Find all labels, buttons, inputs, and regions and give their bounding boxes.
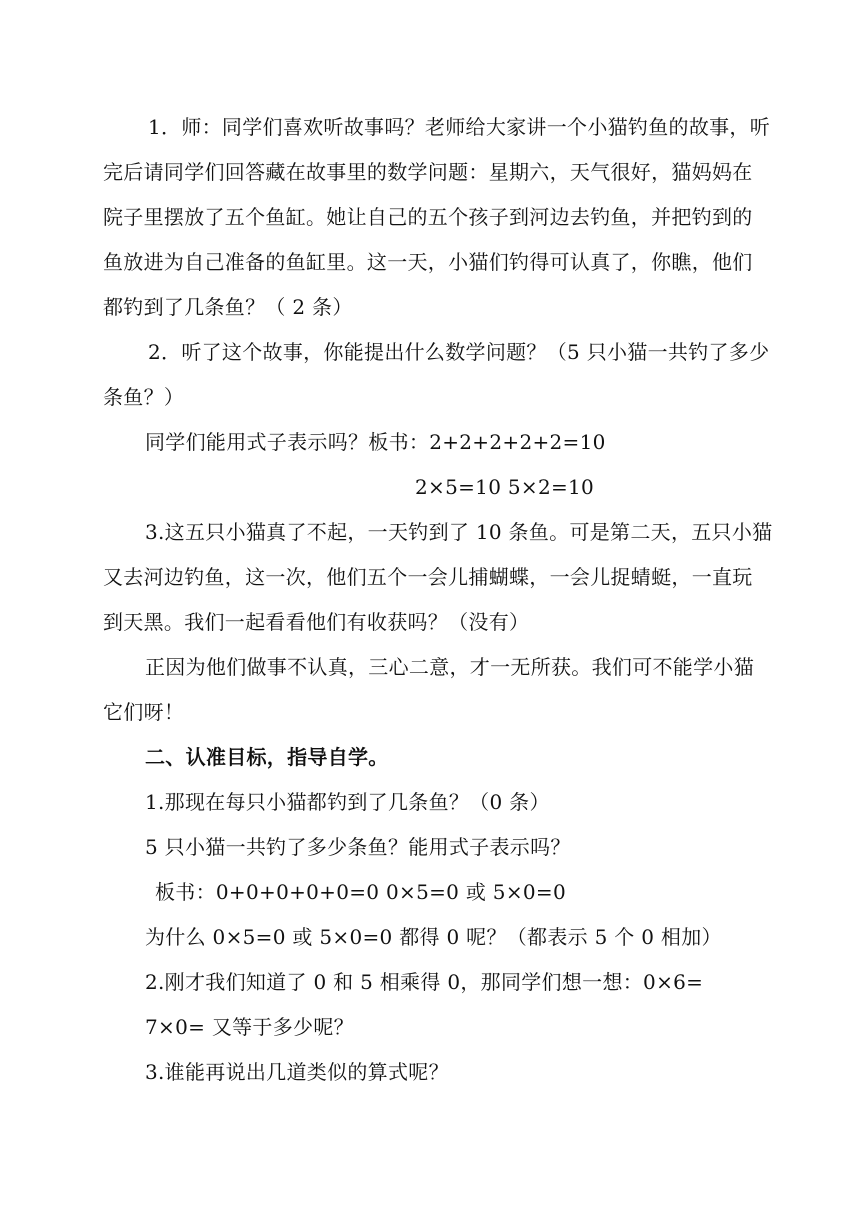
text-line-18: 板书：0+0+0+0+0=0 0×5=0 或 5×0=0 [155,880,566,904]
text-line-11: 又去河边钓鱼，这一次，他们五个一会儿捕蝴蝶，一会儿捉蜻蜓，一直玩 [103,565,753,589]
text-line-17: 5 只小猫一共钓了多少条鱼？能用式子表示吗？ [145,835,571,859]
text-line-6: 2．听了这个故事，你能提出什么数学问题？（5 只小猫一共钓了多少 [148,340,770,364]
text-line-3: 院子里摆放了五个鱼缸。她让自己的五个孩子到河边去钓鱼，并把钓到的 [103,205,753,229]
text-line-22: 3.谁能再说出几道类似的算式呢？ [145,1060,449,1084]
text-line-14: 它们呀！ [103,700,185,724]
text-line-7: 条鱼？） [103,385,185,409]
text-line-13: 正因为他们做事不认真，三心二意，才一无所获。我们可不能学小猫 [145,655,754,679]
text-line-10: 3.这五只小猫真了不起，一天钓到了 10 条鱼。可是第二天，五只小猫 [145,520,773,544]
text-line-12: 到天黑。我们一起看看他们有收获吗？（没有） [103,610,530,634]
text-line-20: 2.刚才我们知道了 0 和 5 相乘得 0，那同学们想一想：0×6= [145,970,704,994]
text-line-2: 完后请同学们回答藏在故事里的数学问题：星期六，天气很好，猫妈妈在 [103,160,753,184]
text-line-19: 为什么 0×5=0 或 5×0=0 都得 0 呢？（都表示 5 个 0 相加） [145,925,722,949]
text-line-16: 1.那现在每只小猫都钓到了几条鱼？（0 条） [145,790,550,814]
text-line-5: 都钓到了几条鱼？（ 2 条） [103,295,353,319]
text-line-4: 鱼放进为自己准备的鱼缸里。这一天，小猫们钓得可认真了，你瞧，他们 [103,250,753,274]
section-heading: 二、认准目标，指导自学。 [145,745,389,769]
text-line-1: 1．师：同学们喜欢听故事吗？老师给大家讲一个小猫钓鱼的故事，听 [148,115,771,139]
text-line-9: 2×5=10 5×2=10 [415,475,595,499]
text-line-21: 7×0= 又等于多少呢？ [145,1015,354,1039]
text-line-8: 同学们能用式子表示吗？板书：2+2+2+2+2=10 [145,430,606,454]
